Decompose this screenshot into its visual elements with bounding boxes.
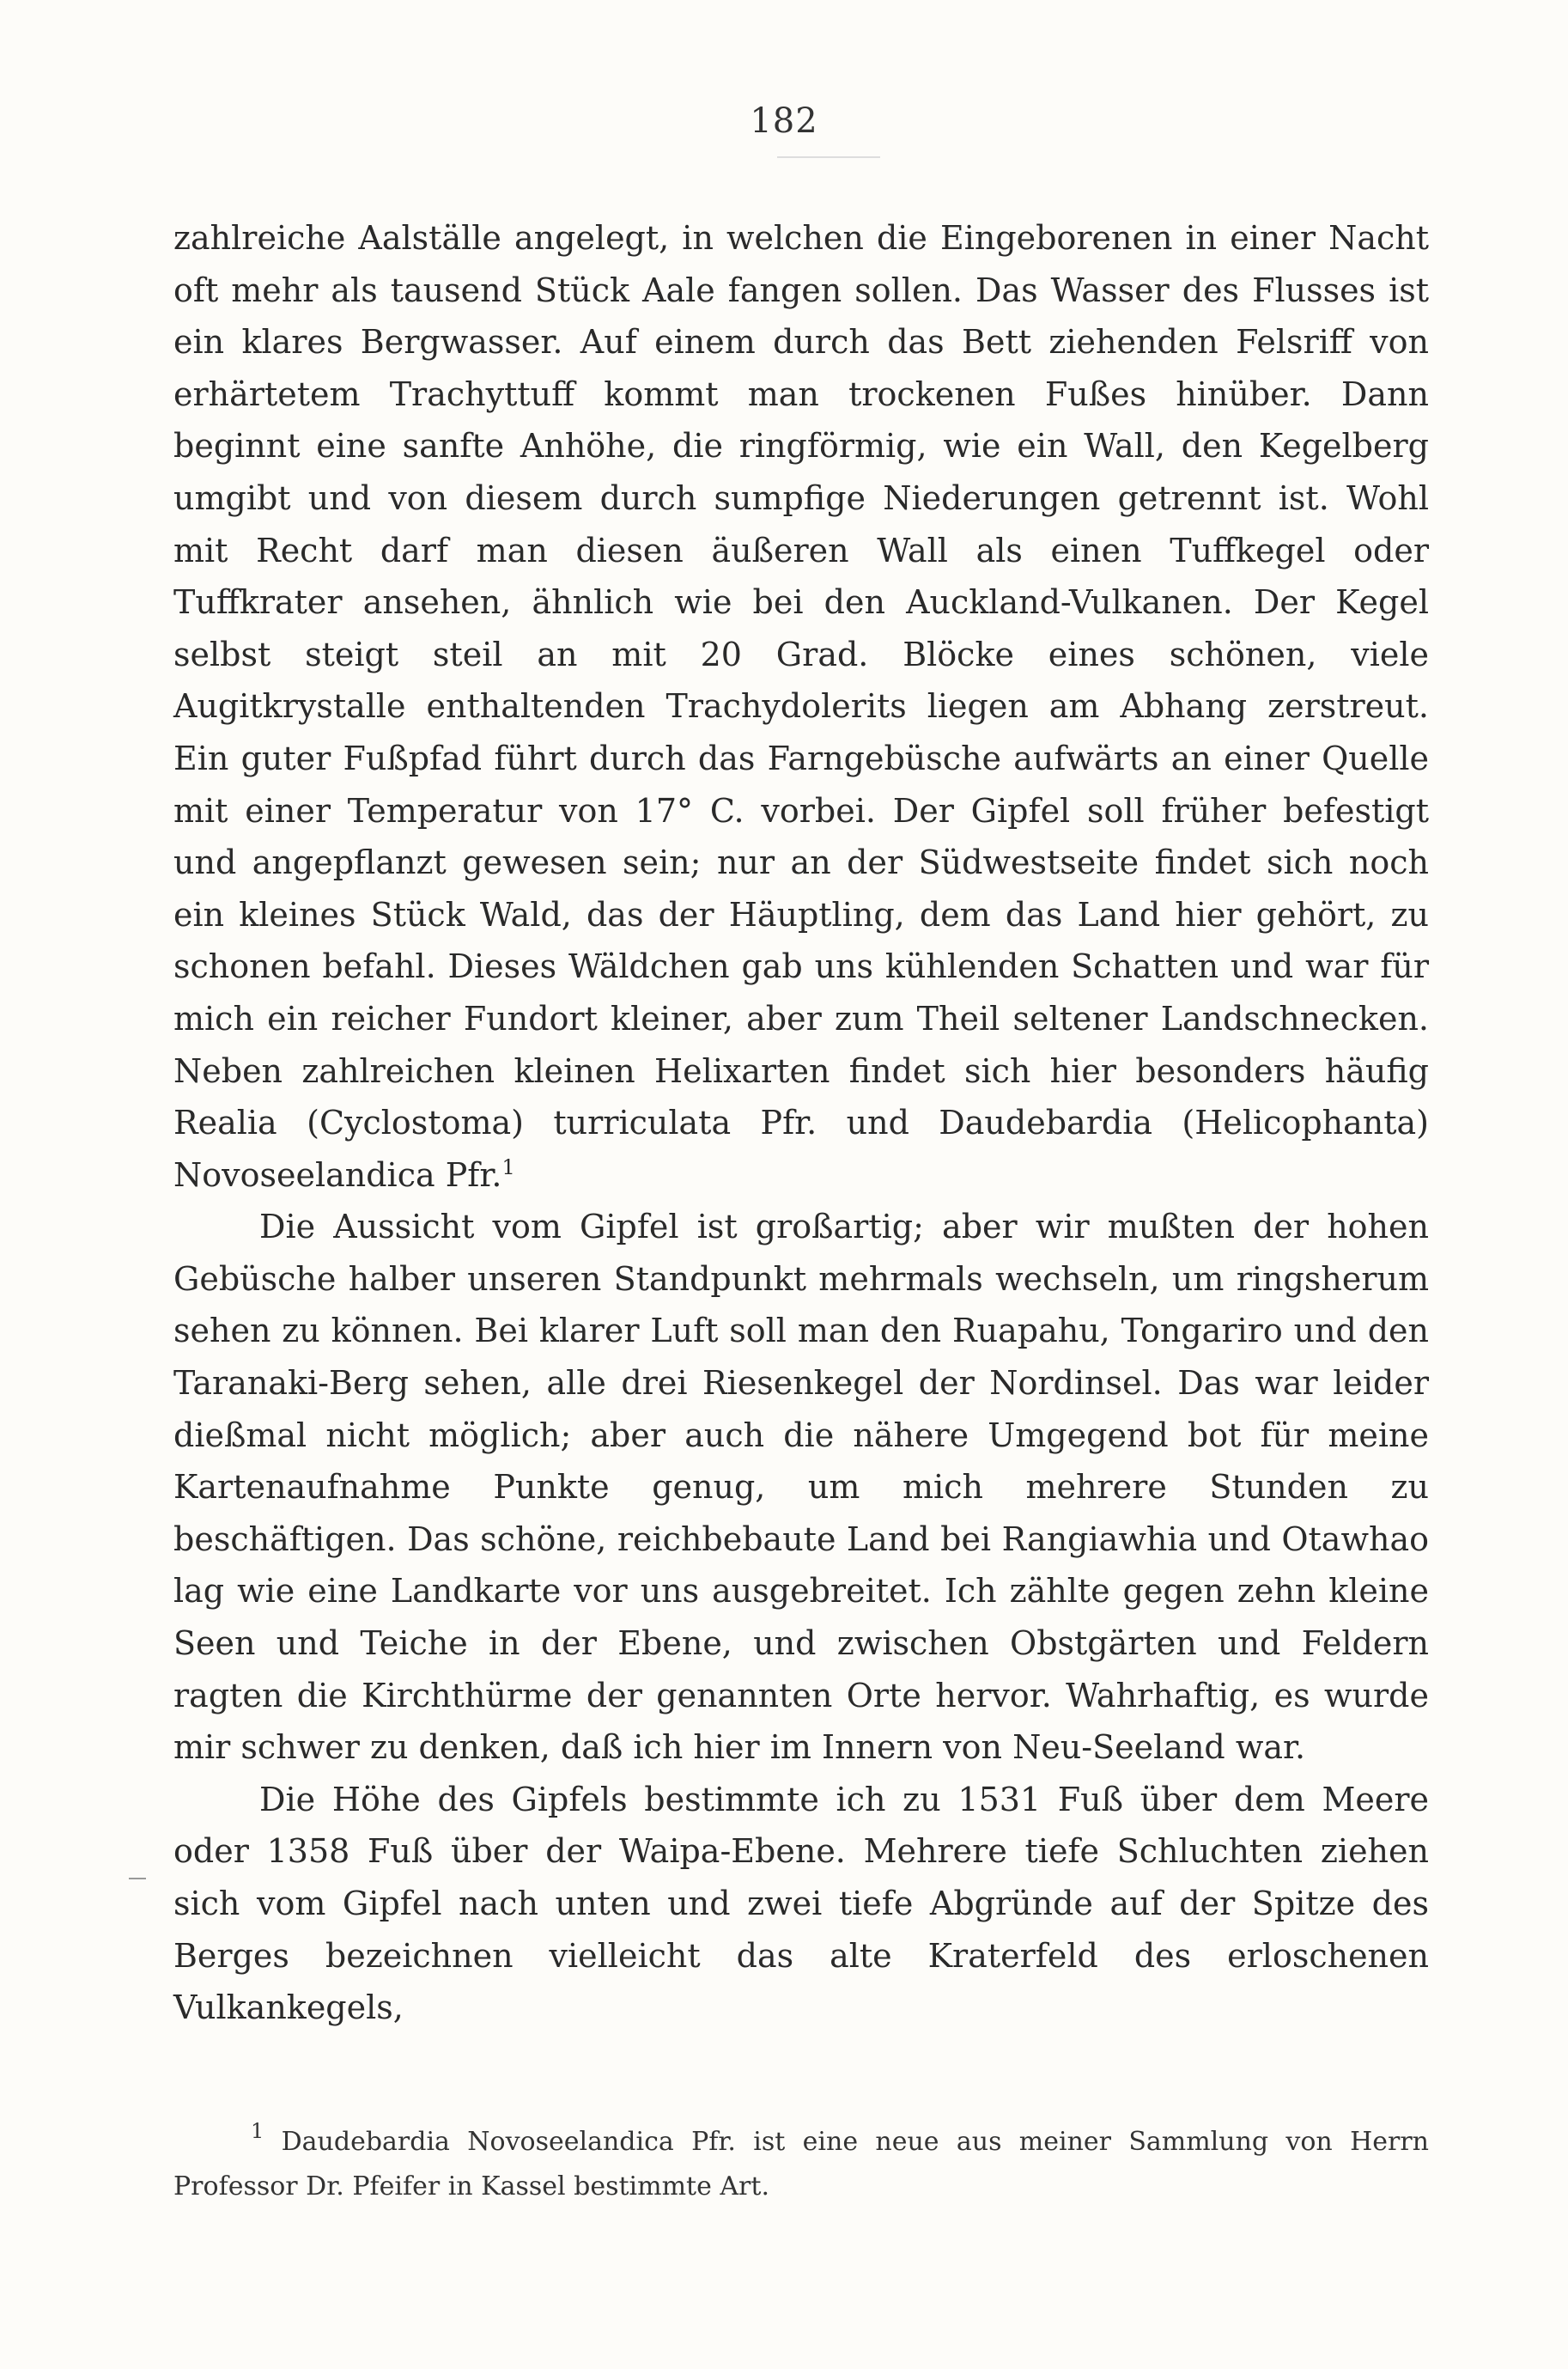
footnote-reference: 1 <box>501 1154 515 1179</box>
paragraph-1-text: zahlreiche Aalställe angelegt, in welchen die Eingeborenen in einer Nacht oft mehr als tausend Stück Aale fangen sollen. Das Wasser des Flusses ist ein klares Bergwasser. Auf einem durch das Bett ziehenden Felsriff von erhärtetem Trachyttuff kommt man trockenen Fußes hinüber. Dann beginnt eine sanfte Anhöhe, die ringförmig, wie ein Wall, den Kegelberg umgibt und von diesem durch sumpfige Niederungen getrennt ist. Wohl mit Recht darf man diesen äußeren Wall als einen Tuffkegel oder Tuffkrater ansehen, ähnlich wie bei den Auckland-Vulkanen. Der Kegel selbst steigt steil an mit 20 Grad. Blöcke eines schönen, viele Augitkrystalle enthaltenden Trachydolerits liegen am Abhang zerstreut. Ein guter Fußpfad führt durch das Farngebüsche aufwärts an einer Quelle mit einer Temperatur von 17° C. vorbei. Der Gipfel soll früher befestigt und angepflanzt gewesen sein; nur an der Südwestseite findet sich noch ein kleines Stück Wald, das der Häuptling, dem das Land hier gehört, zu schonen befahl. Dieses Wäldchen gab uns kühlenden Schatten und war für mich ein reicher Fundort kleiner, aber zum Theil seltener Landschnecken. Neben zahlreichen kleinen Helixarten findet sich hier besonders häufig Realia (Cyclostoma) turriculata Pfr. und Daudebardia (Helicophanta) Novoseelandica Pfr. <box>173 219 1429 1194</box>
paragraph-1 <box>173 212 1429 1201</box>
page-number-rule <box>777 156 880 158</box>
footnote-marker: 1 <box>251 2119 264 2143</box>
paragraph-2: Die Aussicht vom Gipfel ist großartig; aber wir mußten der hohen Gebüsche halber unseren Standpunkt mehrmals wechseln, um ringsherum sehen zu können. Bei klarer Luft soll man den Ruapahu, Tongariro und den Taranaki-Berg sehen, alle drei Riesenkegel der Nordinsel. Das war leider dießmal nicht möglich; aber auch die nähere Umgegend bot für meine Kartenaufnahme Punkte genug, um mich mehrere Stunden zu beschäftigen. Das schöne, reichbebaute Land bei Rangiawhia und Otawhao lag wie eine Landkarte vor uns ausgebreitet. Ich zählte gegen zehn kleine Seen und Teiche in der Ebene, und zwischen Obstgärten und Feldern ragten die Kirchthürme der genannten Orte hervor. Wahrhaftig, es wurde mir schwer zu denken, daß ich hier im Innern von Neu-Seeland war. <box>173 1208 1429 1767</box>
footnote <box>173 2120 1429 2209</box>
body-text <box>173 212 1429 2034</box>
footnote-text: Daudebardia Novoseelandica Pfr. ist eine neue aus meiner Sammlung von Herrn Professor Dr. Pfeifer in Kassel bestimmte Art. <box>173 2127 1429 2202</box>
footnotes <box>173 2120 1429 2209</box>
margin-mark <box>129 1878 146 1879</box>
page-number: 182 <box>750 101 818 141</box>
paragraph-3: Die Höhe des Gipfels bestimmte ich zu 1531 Fuß über dem Meere oder 1358 Fuß über der Waipa-Ebene. Mehrere tiefe Schluchten ziehen sich vom Gipfel nach unten und zwei tiefe Abgründe auf der Spitze des Berges bezeichnen vielleicht das alte Kraterfeld des erloschenen Vulkankegels, <box>173 1780 1429 2027</box>
